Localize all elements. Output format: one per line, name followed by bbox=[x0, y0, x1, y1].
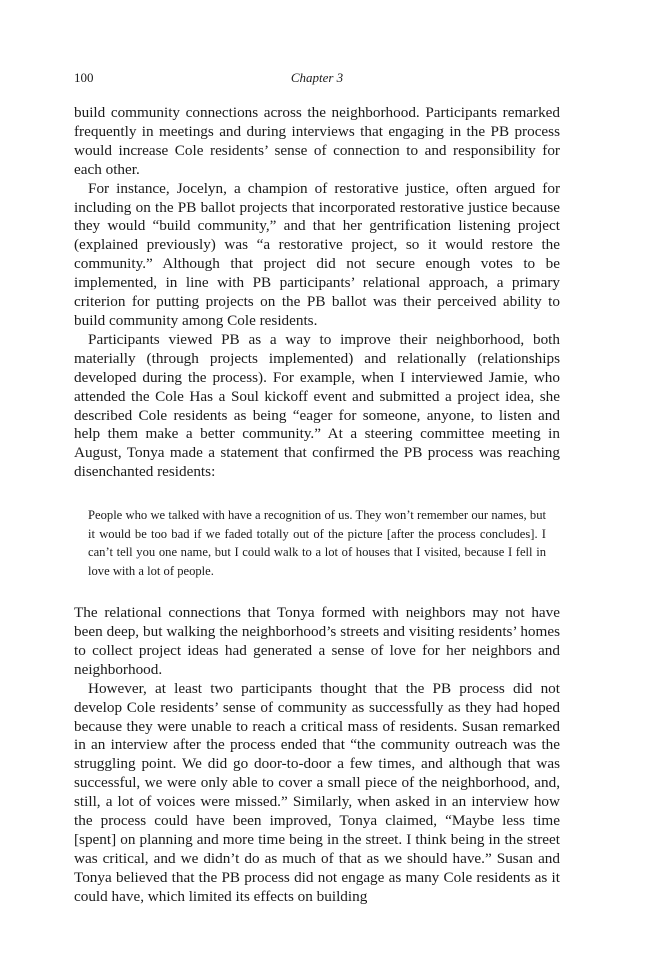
paragraph-3: Participants viewed PB as a way to improve their neighborhood, both materially (through projects implemented) and relationally (relationships developed during the process). For example, when I interviewed Jamie, who attended the Cole Has a Soul kickoff event and submitted a project idea, she described Cole residents as being “eager for someone, anyone, to listen and help them make a better community.” At a steering committee meeting in August, Tonya made a statement that confirmed the PB process was reaching disenchanted residents: bbox=[74, 330, 560, 481]
paragraph-4: The relational connections that Tonya formed with neighbors may not have been deep, but walking the neighborhood’s streets and visiting residents’ homes to collect project ideas had generated a sense of love for her neighbors and neighborhood. bbox=[74, 604, 560, 678]
block-quote: People who we talked with have a recognition of us. They won’t remember our names, but it would be too bad if we faded totally out of the picture [after the process concludes]. I can’t tell you one name, but I could walk to a lot of houses that I visited, because I fell in love with a lot of people. bbox=[88, 508, 546, 578]
paragraph-1: build community connections across the neighborhood. Participants remarked frequently in meetings and during interviews that engaging in the PB process would increase Cole residents’ sense of connection to and responsibility for each other. bbox=[74, 104, 560, 178]
paragraph-2: For instance, Jocelyn, a champion of restorative justice, often argued for including on the PB ballot projects that incorporated restorative justice because they would “build community,” and that her gentrification listening project (explained previously) was “a restorative project, so it would restore the community.” Although that project did not secure enough votes to be implemented, in line with PB participants’ relational approach, a primary criterion for putting projects on the PB ballot was their perceived ability to build community among Cole residents. bbox=[74, 179, 560, 329]
body-text bbox=[74, 104, 560, 907]
running-head: Chapter 3 bbox=[290, 70, 344, 85]
page-number: 100 bbox=[74, 70, 94, 85]
book-page bbox=[74, 70, 560, 907]
page-header bbox=[74, 70, 560, 90]
paragraph-5: However, at least two participants thought that the PB process did not develop Cole residents’ sense of community as successfully as they had hoped because they were unable to reach a critical mass of residents. Susan remarked in an interview after the process ended that “the community outreach was the struggling point. We did go door-to-door a few times, and although that was successful, we were only able to cover a small piece of the neighborhood, and, still, a lot of voices were missed.” Similarly, when asked in an interview how the process could have been improved, Tonya claimed, “Maybe less time [spent] on planning and more time being in the street. I think being in the street was critical, and we didn’t do as much of that as we should have.” Susan and Tonya believed that the PB process did not engage as many Cole residents as it could have, which limited its effects on building bbox=[74, 679, 560, 905]
